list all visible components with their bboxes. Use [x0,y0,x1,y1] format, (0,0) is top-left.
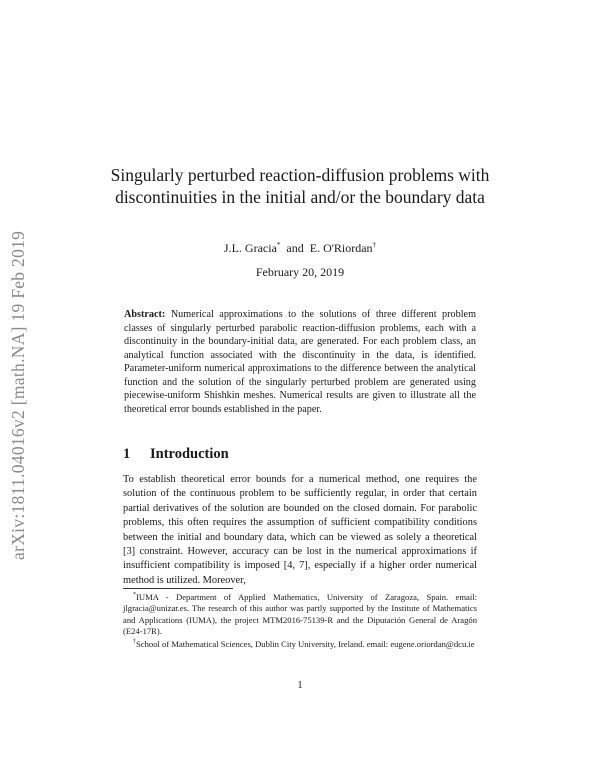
author-oriordan: E. O'Riordan [309,241,373,255]
author-gracia: J.L. Gracia [223,241,277,255]
abstract-label: Abstract: [124,309,166,320]
footnote-oriordan [123,637,477,650]
section-number: 1 [123,446,131,462]
paper-title: Singularly perturbed reaction-diffusion problems with discontinuities in the initial and/or the boundary data [110,165,490,207]
footnote-text: IUMA - Department of Applied Mathematics, University of Zaragoza, Spain. email: jlgracia@unizar.es. The research of this author was partly supported by the Institute of Mathematics and Applications (IUMA), the project MTM2016-75139-R and the Diputación General de Aragón (E24-17R). [123,591,477,637]
author-gracia-footnote-mark: * [276,241,281,249]
footnote-gracia [123,590,477,637]
footnote-text: School of Mathematical Sciences, Dublin City University, Ireland. email: eugene.oriordan@dcu.ie [136,639,475,650]
author-oriordan-footnote-mark: † [372,241,377,249]
introduction-paragraph: To establish theoretical error bounds for a numerical method, one requires the solution of the continuous problem to be sufficiently regular, in order that certain partial derivatives of the solution are bounded on the closed domain. For parabolic problems, this often requires the assumption of sufficient compatibility conditions between the initial and boundary data, which can be viewed as solely a theoretical [3] constraint. However, accuracy can be lost in the numerical approximations if insufficient compatibility is imposed [4, 7], especially if a higher order numerical method is utilized. Moreover, [123,474,477,586]
arxiv-identifier-stamp: arXiv:1811.04016v2 [math.NA] 19 Feb 2019 [8,230,28,560]
abstract-text: Numerical approximations to the solutions of three different problem classes of singularly perturbed parabolic reaction-diffusion problems, each with a discontinuity in the boundary-initial data, are generated. For each problem class, an analytical function associated with the discontinuity in the data, is identified. Parameter-uniform numerical approximations to the difference between the analytical function and the solution of the singularly perturbed problem are generated using piecewise-uniform Shishkin meshes. Numerical results are given to illustrate all the theoretical error bounds established in the paper. [124,309,477,415]
footnote-mark: † [133,639,136,646]
section-title: Introduction [150,446,229,462]
abstract [124,308,476,416]
section-heading-introduction [123,446,229,463]
footnote-divider [123,588,233,589]
page-number: 1 [297,680,303,691]
footnote-mark: * [133,592,136,598]
footnotes [123,590,477,651]
author-separator: and [286,241,304,255]
paper-date: February 20, 2019 [255,265,345,279]
author-line [100,241,500,256]
